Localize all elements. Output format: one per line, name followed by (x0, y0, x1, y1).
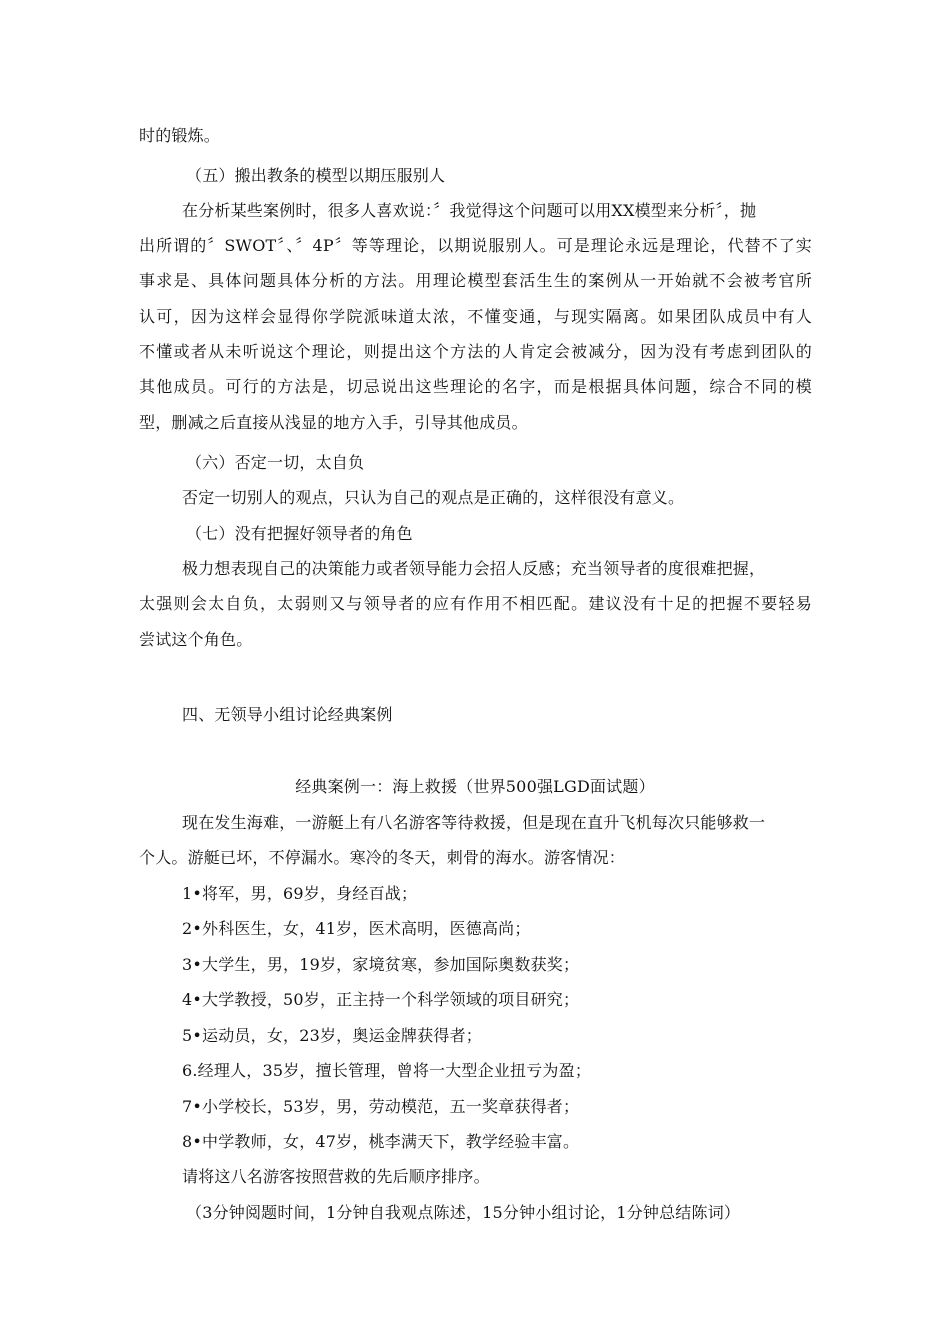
text-line: （3分钟阅题时间，1分钟自我观点陈述，15分钟小组讨论，1分钟总结陈词） (186, 1203, 741, 1222)
chapter-heading: 四、无领导小组讨论经典案例 (182, 705, 393, 724)
list-item: 8•中学教师，女，47岁，桃李满天下，教学经验丰富。 (182, 1132, 580, 1151)
list-item: 5•运动员，女，23岁，奥运金牌获得者； (182, 1026, 482, 1045)
text-line: 认可，因为这样会显得你学院派味道太浓，不懂变通，与现实隔离。如果团队成员中有人 (139, 307, 812, 326)
text-line: 否定一切别人的观点，只认为自己的观点是正确的，这样很没有意义。 (182, 488, 685, 507)
text-line: 尝试这个角色。 (139, 630, 253, 649)
text-line: 出所谓的〞SWOT〞、〞4P〞等等理论，以期说服别人。可是理论永远是理论，代替不了实 (139, 236, 812, 255)
list-item: 2•外科医生，女，41岁，医术高明，医德高尚； (182, 919, 531, 938)
text-line: 时的锻炼。 (139, 126, 221, 145)
section-heading-seven: （七）没有把握好领导者的角色 (186, 524, 413, 543)
section-heading-five: （五）搬出教条的模型以期压服别人 (186, 166, 446, 185)
text-line: 不懂或者从未听说这个理论，则提出这个方法的人肯定会被减分，因为没有考虑到团队的 (139, 342, 812, 361)
text-line: 个人。游艇已坏，不停漏水。寒冷的冬天，刺骨的海水。游客情况： (139, 848, 626, 867)
list-item: 6.经理人，35岁，擅长管理，曾将一大型企业扭亏为盈； (182, 1061, 592, 1080)
text-line: 请将这八名游客按照营救的先后顺序排序。 (182, 1167, 490, 1186)
list-item: 7•小学校长，53岁，男，劳动模范，五一奖章获得者； (182, 1097, 580, 1116)
text-line: 现在发生海难，一游艇上有八名游客等待救援，但是现在直升飞机每次只能够救一 (182, 813, 766, 832)
text-line: 太强则会太自负，太弱则又与领导者的应有作用不相匹配。建议没有十足的把握不要轻易 (139, 594, 812, 613)
text-line: 其他成员。可行的方法是，切忌说出这些理论的名字，而是根据具体问题，综合不同的模 (139, 377, 812, 396)
text-line: 在分析某些案例时，很多人喜欢说：〞我觉得这个问题可以用XX模型来分析〞，抛 (182, 201, 757, 220)
text-line: 型，删减之后直接从浅显的地方入手，引导其他成员。 (139, 413, 528, 432)
section-heading-six: （六）否定一切，太自负 (186, 453, 365, 472)
list-item: 4•大学教授，50岁，正主持一个科学领域的项目研究； (182, 990, 580, 1009)
list-item: 1•将军，男，69岁，身经百战； (182, 884, 418, 903)
list-item: 3•大学生，男，19岁，家境贫寒，参加国际奥数获奖； (182, 955, 580, 974)
text-line: 事求是、具体问题具体分析的方法。用理论模型套活生生的案例从一开始就不会被考官所 (139, 271, 812, 290)
text-line: 极力想表现自己的决策能力或者领导能力会招人反感；充当领导者的度很难把握， (182, 559, 766, 578)
case-title: 经典案例一：海上救援（世界500强LGD面试题） (295, 777, 655, 796)
